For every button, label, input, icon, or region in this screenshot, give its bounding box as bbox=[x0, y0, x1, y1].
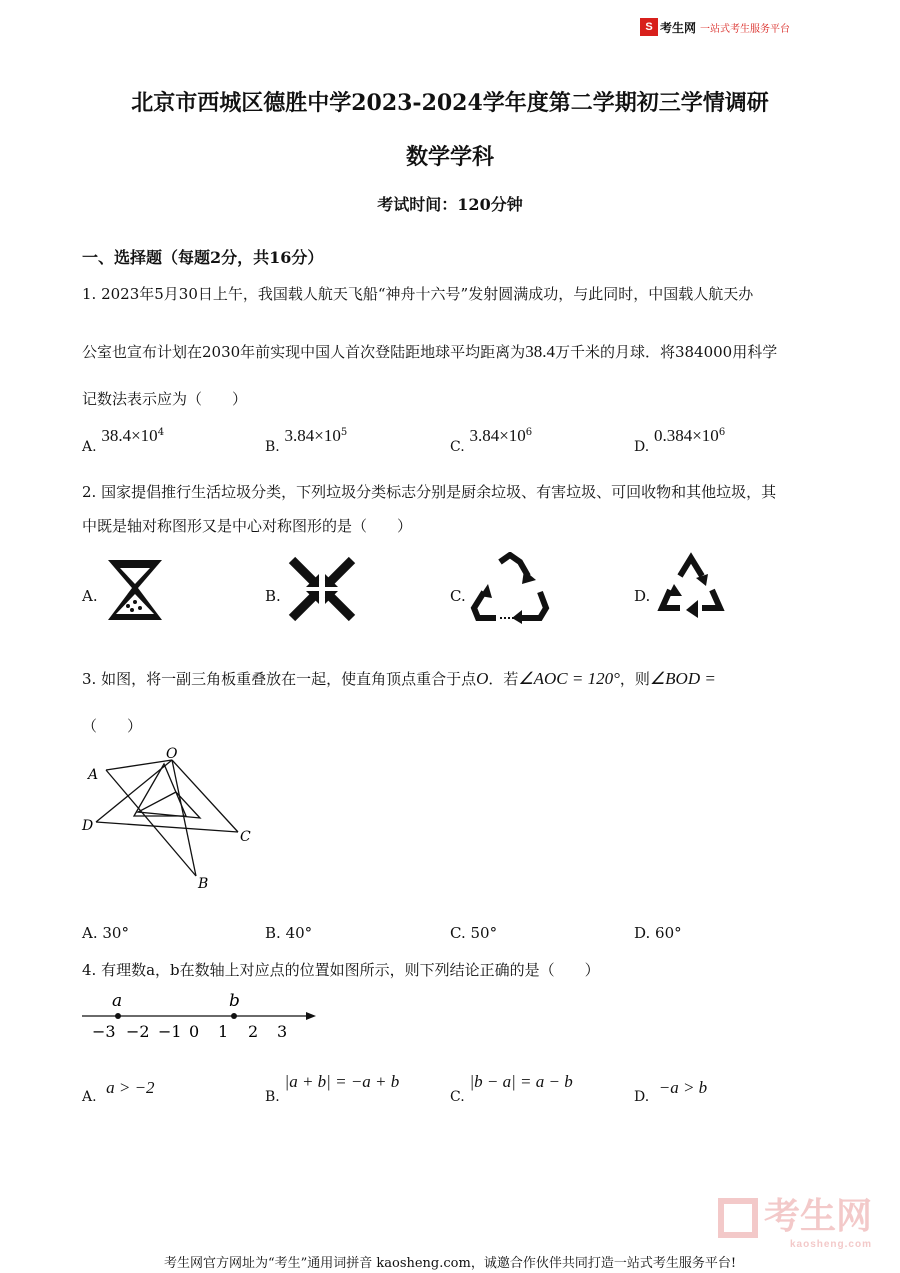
q1-line2 bbox=[82, 340, 822, 365]
q1-option-b[interactable]: B. $3.84\times 10^5$ bbox=[265, 426, 348, 455]
exam-title: 北京市西城区德胜中学2023-2024学年度第二学期初三学情调研 bbox=[131, 90, 769, 116]
tick-label: 1 bbox=[218, 1022, 229, 1041]
logo-slogan: 一站式考生服务平台 bbox=[700, 23, 791, 35]
label-d: D bbox=[82, 818, 94, 834]
site-logo bbox=[640, 18, 790, 36]
label-o: O bbox=[166, 746, 178, 762]
q3-angle-aoc: ∠AOC = 120° bbox=[518, 669, 620, 688]
tick-label: 2 bbox=[248, 1022, 259, 1041]
number-line bbox=[78, 988, 322, 1044]
logo-mark-icon: S bbox=[640, 18, 658, 36]
q1-option-a[interactable]: A. $38.4\times 10^4$ bbox=[82, 426, 165, 455]
watermark-logo-icon bbox=[718, 1198, 758, 1238]
q3-option-a[interactable]: A. 30° bbox=[82, 924, 129, 942]
q4-option-b[interactable]: B. |a + b| = −a + b bbox=[265, 1072, 400, 1105]
q2-option-b[interactable]: B. bbox=[265, 587, 281, 605]
hazardous-waste-icon bbox=[286, 554, 358, 624]
section-heading: 一、选择题（每题2分，共16分） bbox=[82, 248, 324, 267]
recyclable-icon bbox=[470, 552, 550, 624]
q3-angle-bod: ∠BOD = bbox=[649, 669, 716, 688]
q1-option-d[interactable]: D. $0.384\times 10^6$ bbox=[634, 426, 726, 455]
label-c: C bbox=[240, 829, 251, 845]
q1-line2-text-a: 公室也宣布计划在2030年前实现中国人首次登陆距地球平均距离为 bbox=[82, 343, 526, 361]
logo-brand: 考生网 bbox=[660, 20, 697, 35]
q3-option-d[interactable]: D. 60° bbox=[634, 924, 682, 942]
exam-subject: 数学学科 bbox=[405, 144, 494, 170]
other-waste-icon bbox=[656, 552, 726, 624]
point-a bbox=[115, 1013, 121, 1019]
q2-option-d[interactable]: D. bbox=[634, 587, 651, 605]
tick-label: −3 bbox=[92, 1022, 116, 1041]
q4-line1: 4. 有理数a，b在数轴上对应点的位置如图所示，则下列结论正确的是（ ） bbox=[82, 961, 600, 979]
q3-option-b[interactable]: B. 40° bbox=[265, 924, 313, 942]
q2-option-a[interactable]: A. bbox=[82, 587, 98, 605]
q2-line1: 2. 国家提倡推行生活垃圾分类，下列垃圾分类标志分别是厨余垃圾、有害垃圾、可回收物和其他垃圾，其 bbox=[82, 483, 777, 501]
q4-option-a[interactable]: A. a > −2 bbox=[82, 1078, 155, 1105]
q3-line2: （ ） bbox=[82, 717, 143, 735]
q1-line2-text-b: 万千米的月球．将384000用科学 bbox=[554, 343, 778, 361]
q4-option-d[interactable]: D. −a > b bbox=[634, 1078, 708, 1105]
q1-distance-value: 38.4 bbox=[525, 342, 555, 361]
footer-note: 考生网官方网址为“考生”通用词拼音 kaosheng.com，诚邀合作伙伴共同打造一站式考生服务平台! bbox=[163, 1256, 737, 1271]
q1-option-c[interactable]: C. $3.84\times 10^6$ bbox=[450, 426, 533, 455]
q3-point-o: O bbox=[476, 669, 489, 688]
kitchen-waste-icon bbox=[104, 556, 166, 624]
tick-label: 0 bbox=[189, 1022, 200, 1041]
axis-label-b: b bbox=[229, 991, 240, 1011]
q3-line1: 3. 如图，将一副三角板重叠放在一起，使直角顶点重合于点O．若∠AOC = 120°，则∠BOD = bbox=[82, 669, 716, 688]
tick-label: −1 bbox=[158, 1022, 182, 1041]
q2-option-c[interactable]: C. bbox=[450, 587, 466, 605]
tick-label: 3 bbox=[277, 1022, 288, 1041]
q1-line3: 记数法表示应为（ ） bbox=[82, 390, 248, 408]
axis-label-a: a bbox=[112, 991, 123, 1011]
triangle-figure bbox=[78, 740, 268, 896]
q2-line2: 中既是轴对称图形又是中心对称图形的是（ ） bbox=[82, 517, 413, 535]
exam-time: 考试时间：120分钟 bbox=[377, 195, 523, 214]
watermark: 考生网 kaosheng.com bbox=[718, 1188, 872, 1250]
point-b bbox=[231, 1013, 237, 1019]
q1-line1: 1. 2023年5月30日上午，我国载人航天飞船“神舟十六号”发射圆满成功，与此同时，中国载人航天办 bbox=[82, 285, 754, 303]
q4-option-c[interactable]: C. |b − a| = a − b bbox=[450, 1072, 573, 1105]
tick-label: −2 bbox=[126, 1022, 150, 1041]
label-a: A bbox=[88, 767, 99, 783]
q3-option-c[interactable]: C. 50° bbox=[450, 924, 498, 942]
label-b: B bbox=[198, 876, 209, 892]
